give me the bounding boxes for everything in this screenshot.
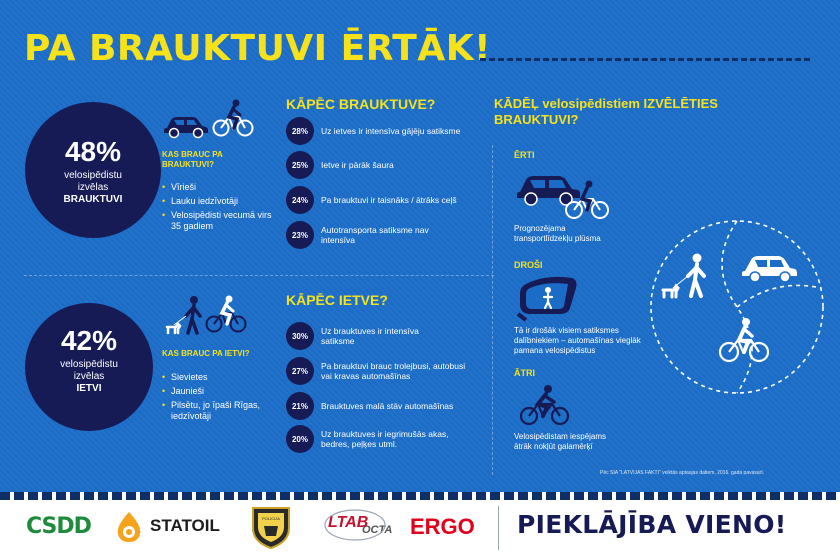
stat-text: Ietve ir pārāk šaura	[321, 160, 394, 170]
reason-title: ĒRTI	[514, 150, 535, 160]
stat-row	[286, 392, 491, 420]
stat-percent: 27%	[286, 357, 314, 385]
police-label: POLICIJA	[262, 516, 280, 521]
pedestrian-dog-icon	[663, 254, 704, 298]
why-choose-title: KĀDĒĻ velosipēdistiem IZVĒLĒTIES BRAUKTUVI?	[494, 96, 718, 127]
stat-row	[286, 425, 451, 453]
section-divider	[24, 275, 494, 276]
slogan: PIEKLĀJĪBA VIENO!	[517, 510, 787, 539]
road-sub: velosipēdistu izvēlas	[64, 170, 122, 193]
sidewalk-sub: velosipēdistu izvēlas	[60, 359, 118, 382]
octa-logo: OCTA	[362, 524, 393, 536]
stat-row	[286, 186, 491, 214]
stat-text: Autotransporta satiksme nav intensīva	[321, 225, 429, 245]
list-item: • Pilsētu, jo īpaši Rīgas, iedzīvotāji	[162, 400, 282, 422]
sidewalk-who-title: KAS BRAUC PA IETVI?	[162, 349, 250, 358]
car-cyclist-icon	[516, 166, 612, 222]
ltab-swoosh-icon	[324, 508, 386, 542]
cyclist-icon	[720, 318, 768, 361]
stat-percent: 30%	[286, 322, 314, 350]
ltab-logo: LTAB	[328, 514, 369, 531]
why-sidewalk-title: KĀPĒC IETVE?	[286, 292, 388, 308]
reasons-separator	[492, 145, 493, 475]
stat-text: Uz brauktuves ir iegrimušās akas, bedres, peļķes utml.	[321, 429, 449, 449]
stat-text: Pa brauktuvi ir taisnāks / ātrāks ceļš	[321, 195, 457, 205]
reason-text: Prognozējama transportlīdzekļu plūsma	[514, 224, 601, 243]
reason-title: DROŠI	[514, 260, 543, 270]
road-percent-circle	[25, 102, 161, 238]
stat-percent: 20%	[286, 425, 314, 453]
stat-row	[286, 322, 441, 350]
ergo-logo: ERGO	[410, 514, 475, 539]
police-emblem-icon	[250, 504, 292, 550]
stat-row	[286, 221, 461, 249]
list-item: • Jaunieši	[162, 386, 282, 397]
road-choice: BRAUKTUVI	[63, 194, 123, 205]
sidewalk-choice: IETVI	[76, 383, 102, 394]
stat-row	[286, 151, 491, 179]
csdd-logo: CSDD	[26, 514, 91, 539]
source-note: Pēc SIA "LATVIJAS FAKTI" veiktās aptaujas datiem, 2016. gada pavasarī.	[600, 470, 765, 476]
sidewalk-who-list	[162, 372, 282, 425]
road-who-title: KAS BRAUC PA BRAUKTUVI?	[162, 150, 223, 169]
statoil-logo-icon	[114, 510, 144, 544]
sidewalk-percent: 42%	[60, 325, 118, 356]
reason-text: Tā ir drošāk visiem satiksmes dalībniekiem – automašīnas vieglāk pamana velosipēdistus	[514, 326, 641, 355]
car-icon	[742, 256, 797, 282]
stat-percent: 21%	[286, 392, 314, 420]
road-percent: 48%	[64, 136, 122, 167]
stat-text: Uz ietves ir intensīva gājēju satiksme	[321, 126, 461, 136]
fast-cyclist-icon	[518, 384, 572, 426]
side-mirror-icon	[516, 274, 580, 320]
cyclist-icon	[212, 98, 254, 138]
stat-row	[286, 117, 491, 145]
stat-percent: 25%	[286, 151, 314, 179]
stat-percent: 24%	[286, 186, 314, 214]
stat-text: Brauktuves malā stāv automašīnas	[321, 401, 454, 411]
stat-text: Pa brauktuvi brauc trolejbusi, autobusi vai kravas automašīnas	[321, 361, 466, 381]
why-road-title: KĀPĒC BRAUKTUVE?	[286, 96, 436, 112]
car-icon	[163, 112, 209, 138]
stat-row	[286, 357, 471, 385]
stat-text: Uz brauktuves ir intensīva satiksme	[321, 326, 419, 346]
footer	[0, 492, 840, 560]
reason-title: ĀTRI	[514, 368, 535, 378]
footer-stripe	[0, 492, 840, 500]
statoil-logo: STATOIL	[150, 516, 220, 535]
sidewalk-percent-circle	[25, 303, 153, 431]
cyclist-icon	[205, 294, 247, 334]
pedestrian-dog-icon	[164, 295, 208, 337]
page-title: PA BRAUKTUVI ĒRTĀK!	[24, 28, 492, 69]
list-item: • Velosipēdisti vecumā virs 35 gadiem	[162, 210, 282, 232]
list-item: • Vīrieši	[162, 182, 282, 193]
title-rule	[480, 58, 810, 61]
stat-percent: 23%	[286, 221, 314, 249]
stat-percent: 28%	[286, 117, 314, 145]
sharing-diagram	[645, 218, 829, 396]
reason-text: Velosipēdistam iespējams ātrāk nokļūt galamērķī	[514, 432, 607, 451]
road-who-list	[162, 182, 282, 235]
list-item: • Lauku iedzīvotāji	[162, 196, 282, 207]
list-item: • Sievietes	[162, 372, 282, 383]
footer-separator	[498, 506, 499, 550]
